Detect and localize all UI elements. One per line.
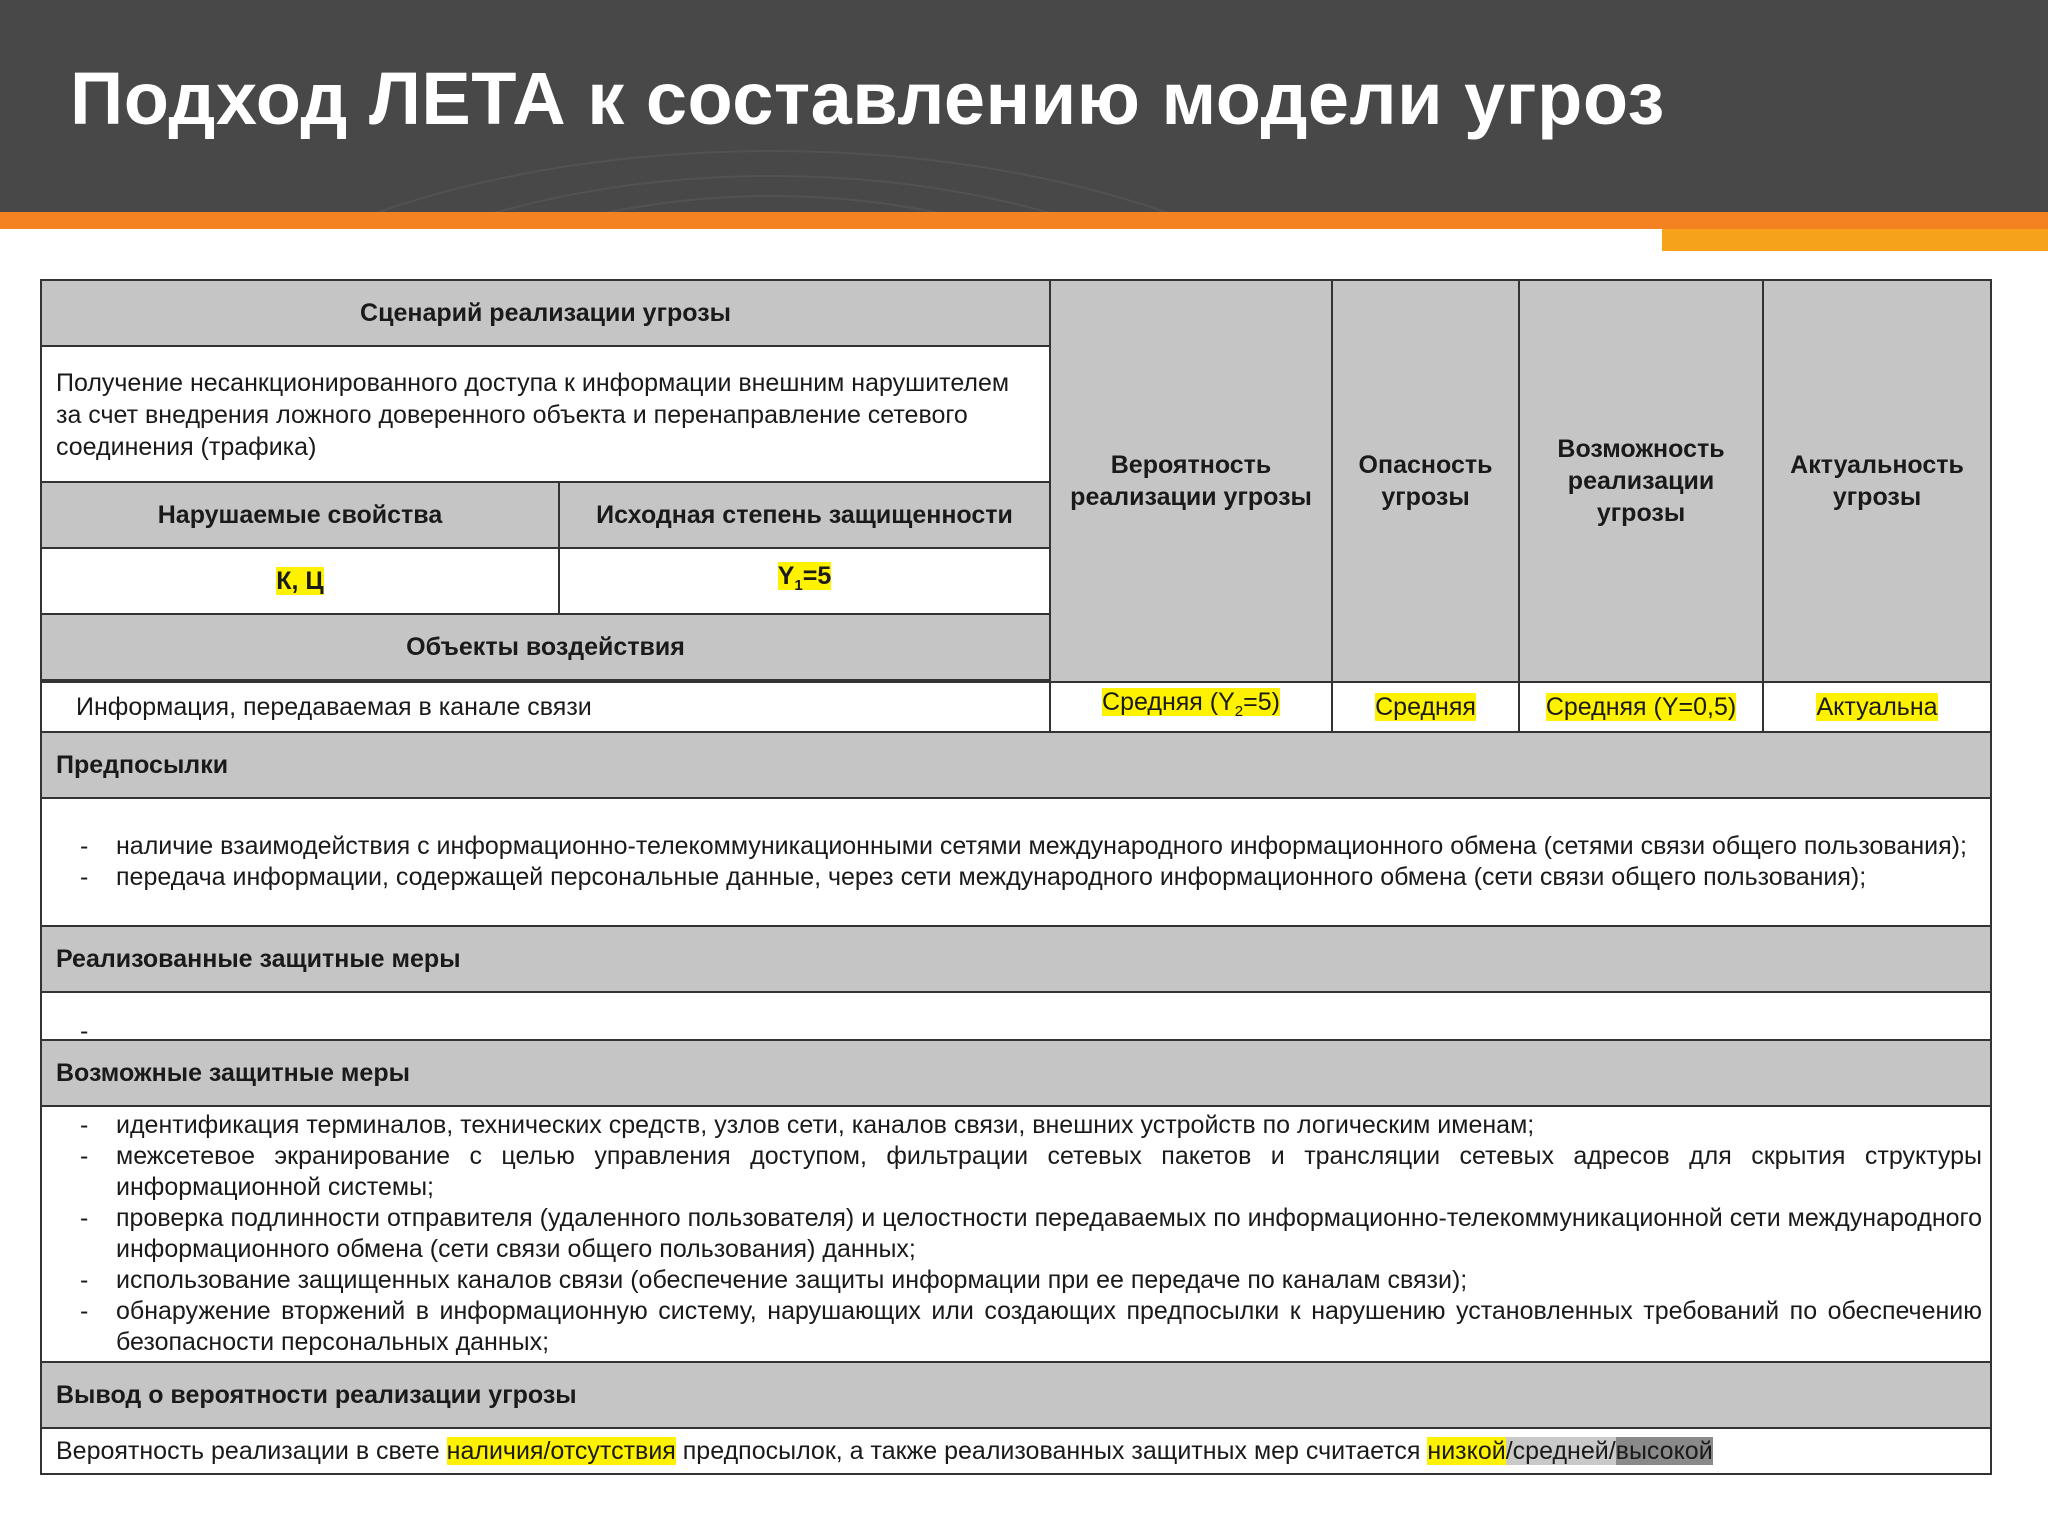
conclusion-text xyxy=(41,1428,1991,1474)
possibility-value-cell xyxy=(1519,682,1763,732)
conclusion-header: Вывод о вероятности реализации угрозы xyxy=(41,1362,1991,1428)
implemented-measures-cell xyxy=(41,992,1991,1040)
probability-value-cell xyxy=(1050,682,1332,732)
probability-value-rest: =5) xyxy=(1243,688,1280,716)
probability-value-sub: 2 xyxy=(1234,703,1244,720)
protection-value-cell xyxy=(559,548,1050,614)
probability-header: Вероятность реализации угрозы xyxy=(1050,280,1332,682)
danger-value: Средняя xyxy=(1375,693,1476,721)
relevance-value-cell xyxy=(1763,682,1991,732)
probability-value xyxy=(1102,688,1280,720)
list-item: - проверка подлинности отправителя (удаленного пользователя) и целостности передаваемых по информационно-телекоммуникационной сети международного информационного обмена (сети связи общего пользования) данных; xyxy=(42,1203,1982,1265)
conclusion-part2: предпосылок, а также реализованных защитных мер считается xyxy=(675,1437,1428,1465)
possibility-value: Средняя (Y=0,5) xyxy=(1545,693,1737,721)
possible-measures-cell xyxy=(41,1106,1991,1362)
scenario-description: Получение несанкционированного доступа к информации внешним нарушителем за счет внедрения ложного доверенного объекта и перенаправление сетевого соединения (трафика) xyxy=(56,369,1010,461)
conclusion-option-low: низкой xyxy=(1427,1437,1506,1465)
protection-value-main: Y xyxy=(777,562,795,590)
list-item: - обнаружение вторжений в информационную систему, нарушающих или создающих предпосылки к нарушению установленных требований по обеспечению безопасности персональных данных; xyxy=(42,1296,1982,1358)
implemented-measures-header: Реализованные защитные меры xyxy=(41,926,1991,992)
list-item: - идентификация терминалов, технических средств, узлов сети, каналов связи, внешних устройств по логическим именам; xyxy=(42,1110,1982,1141)
possible-measures-list xyxy=(42,1110,1990,1358)
protection-value-sub: 1 xyxy=(794,577,803,594)
list-item: - использование защищенных каналов связи (обеспечение защиты информации при ее передаче по каналам связи); xyxy=(42,1265,1982,1296)
object-value-text: Информация, передаваемая в канале связи xyxy=(76,693,592,721)
possibility-header: Возможность реализации угрозы xyxy=(1519,280,1763,682)
object-value xyxy=(41,682,1050,732)
prerequisites-list xyxy=(42,831,1990,893)
properties-value: К, Ц xyxy=(276,567,324,595)
threat-model-table xyxy=(40,279,1992,1475)
danger-header: Опасность угрозы xyxy=(1332,280,1519,682)
protection-value xyxy=(777,562,832,594)
probability-value-main: Средняя (Y xyxy=(1102,688,1235,716)
prerequisites-list-cell xyxy=(41,798,1991,926)
properties-value-cell xyxy=(41,548,559,614)
danger-value-cell xyxy=(1332,682,1519,732)
slide-header xyxy=(0,0,2048,212)
properties-header: Нарушаемые свойства xyxy=(41,482,559,548)
list-item: - передача информации, содержащей персональные данные, через сети международного информационного обмена (сети связи общего пользования); xyxy=(42,862,1982,893)
slide-title: Подход ЛЕТА к составлению модели угроз xyxy=(70,57,1665,140)
relevance-header: Актуальность угрозы xyxy=(1763,280,1991,682)
objects-header: Объекты воздействия xyxy=(41,614,1050,680)
list-item: - наличие взаимодействия с информационно-телекоммуникационными сетями международного информационного обмена (сетями связи общего пользования); xyxy=(42,831,1982,862)
accent-bar-secondary xyxy=(1662,229,2048,251)
accent-bar xyxy=(0,212,2048,229)
possible-measures-header: Возможные защитные меры xyxy=(41,1040,1991,1106)
protection-header: Исходная степень защищенности xyxy=(559,482,1050,548)
prerequisites-header: Предпосылки xyxy=(41,732,1991,798)
conclusion-part1: Вероятность реализации в свете xyxy=(56,1437,447,1465)
protection-value-rest: =5 xyxy=(802,562,832,590)
scenario-header: Сценарий реализации угрозы xyxy=(41,280,1050,346)
conclusion-option-high: высокой xyxy=(1615,1437,1713,1465)
list-item: - межсетевое экранирование с целью управления доступом, фильтрации сетевых пакетов и трансляции сетевых адресов для скрытия структуры информационной системы; xyxy=(42,1141,1982,1203)
scenario-text xyxy=(41,346,1050,482)
relevance-value: Актуальна xyxy=(1816,693,1938,721)
conclusion-highlight: наличия/отсутствия xyxy=(446,1437,676,1465)
conclusion-option-medium: /средней/ xyxy=(1505,1437,1616,1465)
